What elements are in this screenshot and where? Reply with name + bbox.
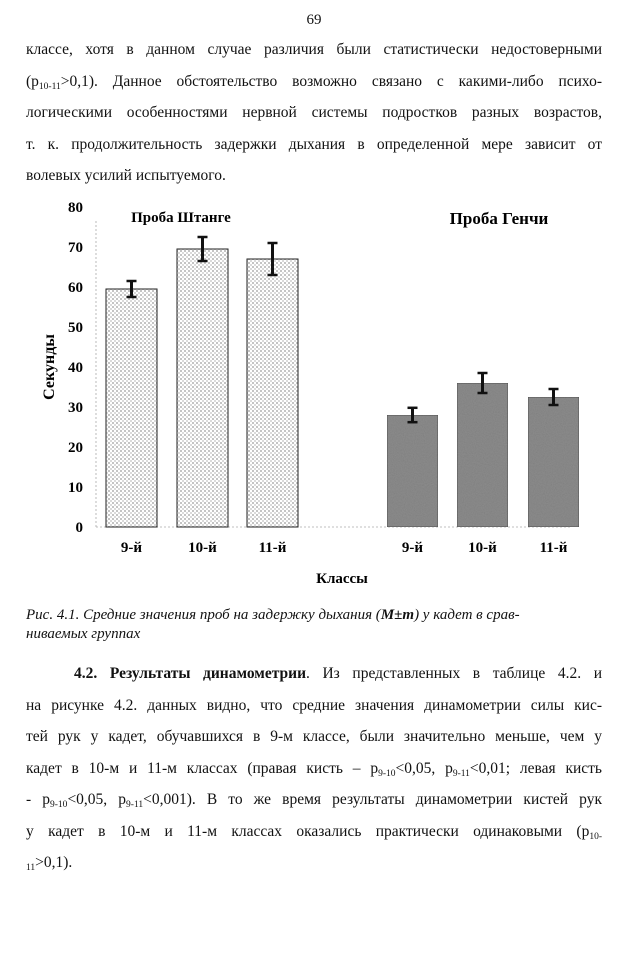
text-line: $_{11}$>0,1).	[26, 854, 73, 873]
text-line: 4.2. Результаты динамометрии. Из представленных в таблице 4.2. и	[74, 665, 602, 682]
text-line: волевых усилий испытуемого.	[26, 167, 226, 184]
x-tick-label: 11-й	[539, 540, 568, 556]
x-tick-label: 9-й	[401, 540, 424, 556]
text-line: $(p_{10-11}>0,1)$. Данное обстоятельство возможно связано с какими-либо психо-	[26, 72, 602, 92]
bar	[457, 383, 508, 527]
y-tick-label: 40	[68, 360, 83, 376]
y-tick-label: 10	[68, 480, 83, 496]
text-line: тей рук у кадет, обучавшихся в 9-м классе, были значительно меньше, чем у	[26, 728, 602, 745]
text-line: на рисунке 4.2. данных видно, что средние значения динамометрии силы кис-	[26, 696, 602, 714]
page-number: 69	[306, 12, 322, 28]
y-tick-label: 70	[68, 240, 83, 256]
x-tick-label: 10-й	[468, 540, 497, 556]
text-line: кадет в 10-м и 11-м классах (правая кисть – $p_{9-10}<0,05$, $p_{9-11}<0,01$; левая кисть	[26, 759, 602, 779]
y-axis-label: Секунды	[41, 334, 58, 400]
group-title: Проба Штанге	[131, 210, 231, 226]
bar	[387, 415, 438, 527]
text-line: - $p_{9-10}<0,05$, $p_{9-11}<0,001$). В то же время результаты динамометрии кистей рук	[26, 791, 603, 810]
y-tick-label: 50	[68, 320, 83, 336]
bar	[247, 259, 298, 527]
text-line: логическими особенностями нервной системы подростков разных возрастов,	[26, 104, 602, 121]
y-tick-label: 60	[68, 280, 83, 296]
text-line: у кадет в 10-м и 11-м классах оказались практически одинаковыми ($p_{10-}$	[26, 822, 602, 842]
section-paragraph	[26, 658, 602, 879]
bar-chart	[0, 190, 628, 600]
x-tick-label: 11-й	[258, 540, 287, 556]
y-tick-label: 80	[68, 200, 83, 216]
section-heading: 4.2. Результаты динамометрии	[74, 665, 307, 682]
bar	[528, 397, 579, 527]
text-line: классе, хотя в данном случае различия были статистически недостоверными	[26, 41, 602, 58]
bar	[177, 249, 228, 527]
y-tick-label: 20	[68, 440, 83, 456]
y-tick-label: 0	[75, 520, 83, 536]
x-tick-label: 10-й	[188, 540, 217, 556]
text-line: т. к. продолжительность задержки дыхания в определенной мере зависит от	[26, 135, 602, 153]
figure-caption: Рис. 4.1. Средние значения проб на задержку дыхания (M±m) у кадет в срав- ниваемых группах	[26, 607, 520, 642]
x-axis-label: Классы	[316, 571, 368, 587]
caption-bold: M±m	[380, 607, 415, 623]
group-title: Проба Генчи	[449, 209, 549, 228]
top-paragraph	[26, 34, 602, 192]
x-tick-label: 9-й	[120, 540, 143, 556]
y-tick-label: 30	[68, 400, 83, 416]
bar	[106, 289, 157, 527]
